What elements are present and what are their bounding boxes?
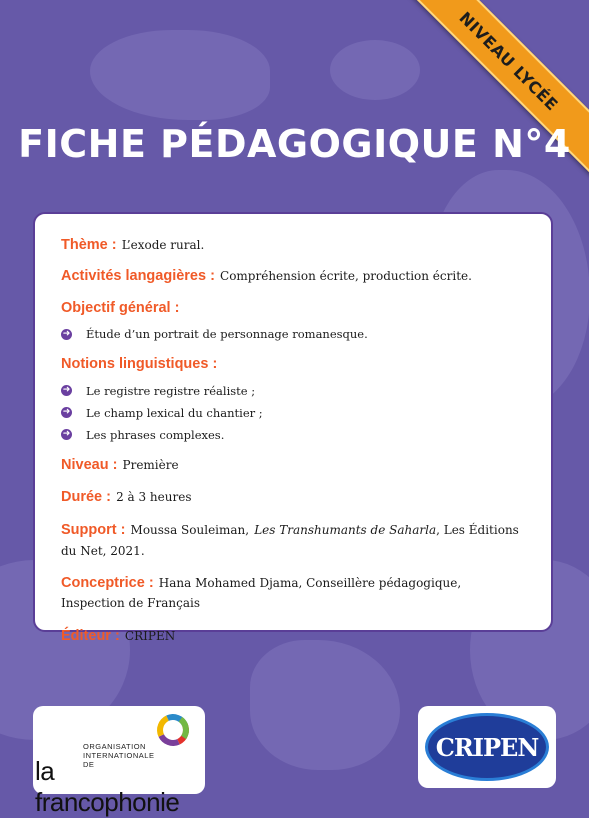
notions-list — [61, 384, 525, 442]
objective-list — [61, 327, 525, 341]
support-work: Les Transhumants de Saharla — [254, 523, 437, 538]
notions-label: Notions linguistiques : — [61, 356, 218, 373]
support-field — [61, 519, 525, 559]
support-author: Moussa Souleiman, — [130, 523, 250, 538]
activities-field — [61, 265, 525, 285]
cripen-logo — [418, 706, 556, 788]
level-label: Niveau : — [61, 456, 118, 473]
duration-label: Durée : — [61, 488, 111, 505]
theme-field — [61, 234, 525, 254]
designer-value: Hana Mohamed Djama, Conseillère pédagogique, Inspection de Français — [61, 575, 462, 611]
list-item: ➜ Le registre registre réaliste ; — [62, 383, 256, 398]
activities-value: Compréhension écrite, production écrite. — [220, 269, 472, 284]
theme-label: Thème : — [61, 237, 117, 253]
level-banner-text: NIVEAU LYCÉE — [455, 7, 563, 115]
background-shape — [90, 30, 270, 120]
duration-field — [61, 486, 525, 506]
publisher-field — [61, 625, 525, 645]
publisher-value: CRIPEN — [124, 628, 176, 643]
theme-value: L’exode rural. — [121, 238, 205, 252]
oif-name-text: la francophonie — [35, 756, 180, 817]
arrow-bullet-icon: ➜ — [62, 385, 71, 396]
duration-value: 2 à 3 heures — [116, 489, 192, 504]
francophonie-logo — [33, 706, 205, 817]
page-title: FICHE PÉDAGOGIQUE N°4 — [18, 122, 571, 166]
info-card — [33, 212, 553, 644]
arrow-bullet-icon: ➜ — [62, 407, 71, 418]
oif-organisation-text: ORGANISATION INTERNATIONALE DE — [83, 742, 155, 769]
activities-label: Activités langagières : — [61, 268, 215, 285]
support-rest: , Les Éditions du Net, 2021. — [61, 523, 519, 558]
support-label: Support : — [61, 522, 126, 539]
list-item: ➜ Les phrases complexes. — [62, 427, 225, 442]
cripen-text: CRIPEN — [435, 732, 539, 762]
level-value: Première — [122, 457, 179, 472]
designer-label: Conceptrice : — [61, 574, 154, 591]
objective-field — [61, 297, 525, 317]
background-shape — [330, 40, 420, 100]
list-item: ➜ Étude d’un portrait de personnage romanesque. — [62, 327, 368, 342]
objective-label: Objectif général : — [61, 299, 180, 316]
publisher-label: Éditeur : — [61, 627, 120, 644]
cripen-oval — [425, 713, 549, 781]
arrow-bullet-icon: ➜ — [62, 429, 71, 440]
notions-field — [61, 353, 525, 373]
list-item: ➜ Le champ lexical du chantier ; — [62, 405, 263, 420]
level-field — [61, 454, 525, 474]
background-shape — [250, 640, 400, 770]
designer-field — [61, 572, 525, 612]
arrow-bullet-icon: ➜ — [62, 328, 71, 339]
